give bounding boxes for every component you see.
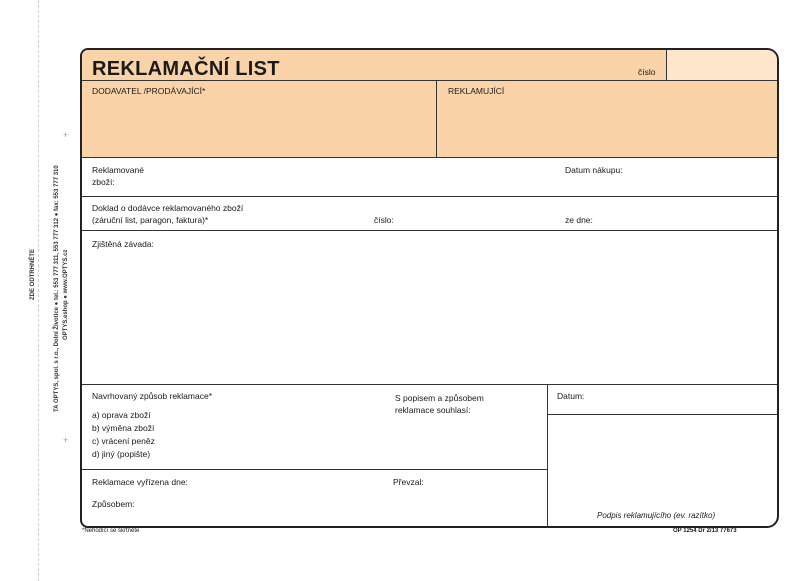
- document-date-label: ze dne:: [565, 215, 593, 225]
- proposal-option-c[interactable]: c) vrácení peněz: [92, 436, 155, 446]
- resolved-date-label: Reklamace vyřízena dne:: [92, 477, 188, 487]
- document-label-line1: Doklad o dodávce reklamovaného zboží: [92, 203, 244, 213]
- footer-code: OP 1254 Dr 2/13 77673: [673, 528, 737, 534]
- cut-here-text: ZDE ODTRHNĚTE: [30, 249, 36, 300]
- company-info-text: TA OPTYS, spol. s r.o., Dolní Životice ● tel.: 553 777 311, 553 777 312 ● fax: 553 777 310: [54, 165, 60, 412]
- supplier-label: DODAVATEL /PRODÁVAJÍCÍ*: [92, 86, 206, 96]
- claimant-field[interactable]: [437, 92, 777, 157]
- agreement-date-label: Datum:: [557, 391, 585, 401]
- agreement-label-line1: S popisem a způsobem: [395, 393, 484, 403]
- defect-label: Zjištěná závada:: [92, 239, 154, 249]
- form-number-label: číslo: [638, 67, 656, 77]
- proposal-option-d[interactable]: d) jiný (popište): [92, 449, 151, 459]
- agreement-label-line2: reklamace souhlasí:: [395, 405, 471, 415]
- proposal-label: Navrhovaný způsob reklamace*: [92, 391, 213, 401]
- divider: [82, 80, 777, 81]
- proposal-option-b[interactable]: b) výměna zboží: [92, 423, 155, 433]
- footer-note: *Nehodící se škrtněte: [82, 528, 140, 534]
- supplier-field[interactable]: [82, 92, 436, 157]
- complaint-form: [80, 48, 779, 528]
- form-title: REKLAMAČNÍ LIST: [92, 58, 280, 80]
- company-web-text: OPTYS.eshop ● www.OPTYS.cz: [63, 249, 69, 340]
- proposal-option-a[interactable]: a) oprava zboží: [92, 410, 151, 420]
- divider: [82, 157, 777, 158]
- claimant-label: REKLAMUJÍCÍ: [448, 86, 505, 96]
- registration-mark: +: [63, 130, 69, 140]
- goods-label-line2: zboží:: [92, 177, 115, 187]
- document-label-line2: (záruční list, paragon, faktura)*: [92, 215, 209, 225]
- divider: [82, 196, 777, 197]
- signature-label: Podpis reklamujícího (ev. razítko): [597, 511, 716, 520]
- goods-label-line1: Reklamované: [92, 165, 144, 175]
- divider: [82, 384, 777, 385]
- defect-field[interactable]: [82, 250, 777, 384]
- form-number-field[interactable]: [666, 50, 778, 81]
- received-by-label: Převzal:: [393, 477, 424, 487]
- resolution-method-label: Způsobem:: [92, 499, 135, 509]
- document-number-label: číslo:: [374, 215, 394, 225]
- divider: [82, 469, 547, 470]
- registration-mark: +: [63, 435, 69, 445]
- signature-field[interactable]: [548, 415, 777, 515]
- divider: [82, 230, 777, 231]
- purchase-date-label: Datum nákupu:: [565, 165, 623, 175]
- perforation-line: [38, 0, 39, 581]
